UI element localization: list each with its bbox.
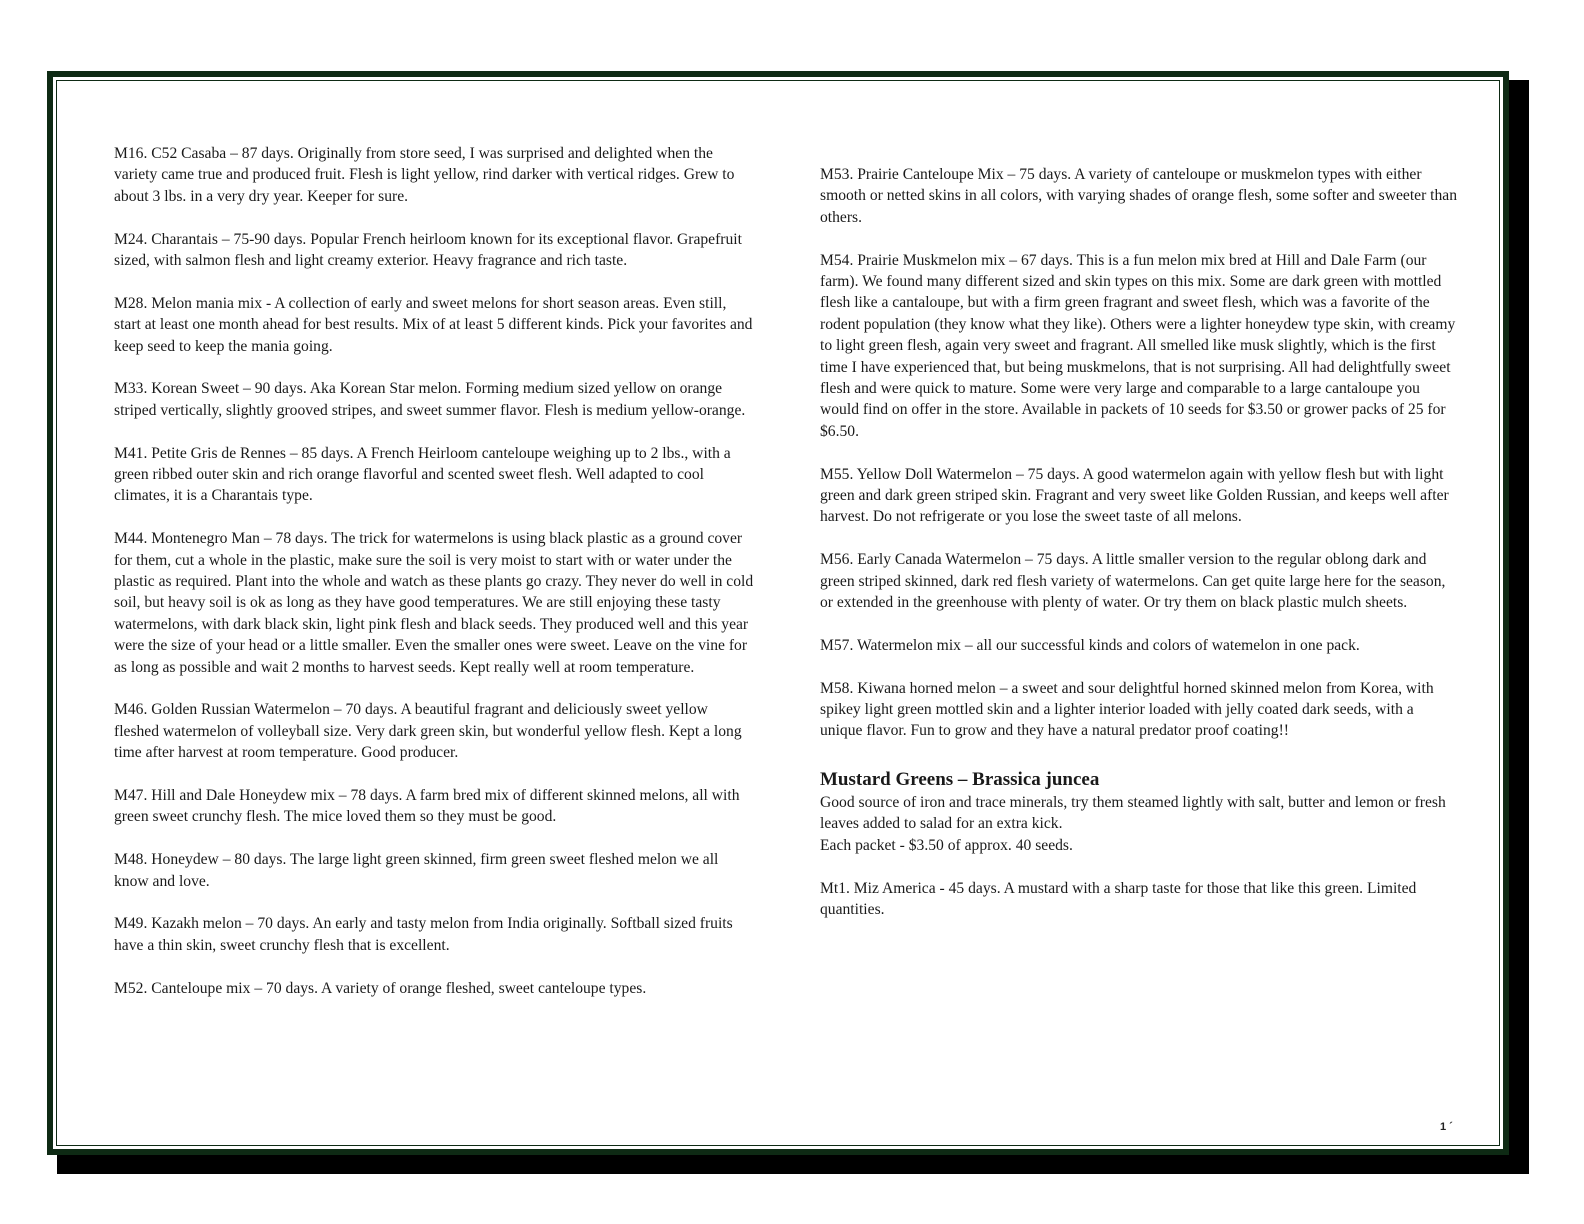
catalog-entry-m24: M24. Charantais – 75-90 days. Popular French heirloom known for its exceptional flavor. Grapefruit sized, with salmon flesh and light creamy exterior. Heavy fragrance and rich taste. [114, 230, 742, 270]
catalog-entry-m54: M54. Prairie Muskmelon mix – 67 days. This is a fun melon mix bred at Hill and Dale Farm (our farm). We found many different sized and skin types on this mix. Some are dark green with mottled flesh like a cantaloupe, but with a firm green fragrant and sweet flesh, which was a favorite of the rodent population (they know what they like). Others were a lighter honeydew type skin, with creamy to light green flesh, again very sweet and fragrant. All smelled like musk slightly, which is the first time I have experienced that, but being muskmelons, that is not surprising. All had delightfully sweet flesh and were quick to mature. Some were very large and comparable to a large cantaloupe you would find on offer in the store. Available in packets of 10 seeds for $3.50 or grower packs of 25 for $6.50. [820, 251, 1456, 440]
left-column [114, 143, 754, 1020]
catalog-entry-mt1: Mt1. Miz America - 45 days. A mustard with a sharp taste for those that like this green. Limited quantities. [820, 879, 1417, 918]
catalog-entry-m47: M47. Hill and Dale Honeydew mix – 78 days. A farm bred mix of different skinned melons, all with green sweet crunchy flesh. The mice loved them so they must be good. [114, 787, 740, 826]
catalog-entry-m33: M33. Korean Sweet – 90 days. Aka Korean Star melon. Forming medium sized yellow on orange striped vertically, slightly grooved stripes, and sweet summer flavor. Flesh is medium yellow-orange. [114, 380, 746, 419]
section-description [820, 792, 1460, 856]
section-description-line2: Each packet - $3.50 of approx. 40 seeds. [820, 836, 1073, 854]
section-description-line1: Good source of iron and trace minerals, try them steamed lightly with salt, butter and lemon or fresh leaves added to salad for an extra kick. [820, 793, 1446, 833]
right-column [820, 164, 1460, 942]
catalog-entry-m52: M52. Canteloupe mix – 70 days. A variety of orange fleshed, sweet canteloupe types. [114, 979, 647, 997]
catalog-entry-m28: M28. Melon mania mix - A collection of early and sweet melons for short season areas. Even still, start at least one month ahead for best results. Mix of at least 5 different kinds. Pick your favorites and keep seed to keep the mania going. [114, 294, 753, 355]
page-number: 1 ´ [1440, 1121, 1453, 1133]
catalog-entry-m49: M49. Kazakh melon – 70 days. An early and tasty melon from India originally. Softball sized fruits have a thin skin, sweet crunchy flesh that is excellent. [114, 915, 733, 954]
section-heading-mustard-greens: Mustard Greens – Brassica juncea [820, 768, 1100, 790]
catalog-entry-m16: M16. C52 Casaba – 87 days. Originally from store seed, I was surprised and delighted when the variety came true and produced fruit. Flesh is light yellow, rind darker with vertical ridges. Grew to about 3 lbs. in a very dry year. Keeper for sure. [114, 145, 735, 205]
catalog-entry-m48: M48. Honeydew – 80 days. The large light green skinned, firm green sweet fleshed melon we all know and love. [114, 851, 719, 890]
catalog-entry-m57: M57. Watermelon mix – all our successful kinds and colors of watemelon in one pack. [820, 636, 1360, 654]
catalog-entry-m41: M41. Petite Gris de Rennes – 85 days. A French Heirloom canteloupe weighing up to 2 lbs., with a green ribbed outer skin and rich orange flavorful and scented sweet flesh. Well adapted to cool climates, it is a Charantais type. [114, 444, 731, 505]
catalog-entry-m53: M53. Prairie Canteloupe Mix – 75 days. A variety of canteloupe or muskmelon types with either smooth or netted skins in all colors, with varying shades of orange flesh, some softer and sweeter than others. [820, 166, 1458, 226]
catalog-entry-m55: M55. Yellow Doll Watermelon – 75 days. A good watermelon again with yellow flesh but with light green and dark green striped skin. Fragrant and very sweet like Golden Russian, and keeps well after harvest. Do not refrigerate or you lose the sweet taste of all melons. [820, 465, 1449, 526]
catalog-entry-m58: M58. Kiwana horned melon – a sweet and sour delightful horned skinned melon from Korea, with spikey light green mottled skin and a lighter interior loaded with jelly coated dark seeds, with a unique flavor. Fun to grow and they have a natural predator proof coating!! [820, 679, 1434, 740]
catalog-entry-m44: M44. Montenegro Man – 78 days. The trick for watermelons is using black plastic as a ground cover for them, cut a whole in the plastic, make sure the soil is very moist to start with or water under the plastic as required. Plant into the whole and watch as these plants go crazy. They never do well in cold soil, but heavy soil is ok as long as they have good temperatures. We are still enjoying these tasty watermelons, with dark black skin, light pink flesh and black seeds. They produced well and this year were the size of your head or a little smaller. Even the smaller ones were sweet. Leave on the vine for as long as possible and wait 2 months to harvest seeds. Kept really well at room temperature. [114, 530, 754, 676]
catalog-entry-m46: M46. Golden Russian Watermelon – 70 days. A beautiful fragrant and deliciously sweet yellow fleshed watermelon of volleyball size. Very dark green skin, but wonderful yellow flesh. Kept a long time after harvest at room temperature. Good producer. [114, 701, 742, 762]
catalog-entry-m56: M56. Early Canada Watermelon – 75 days. A little smaller version to the regular oblong dark and green striped skinned, dark red flesh variety of watermelons. Can get quite large here for the season, or extended in the greenhouse with plenty of water. Or try them on black plastic mulch sheets. [820, 551, 1446, 612]
